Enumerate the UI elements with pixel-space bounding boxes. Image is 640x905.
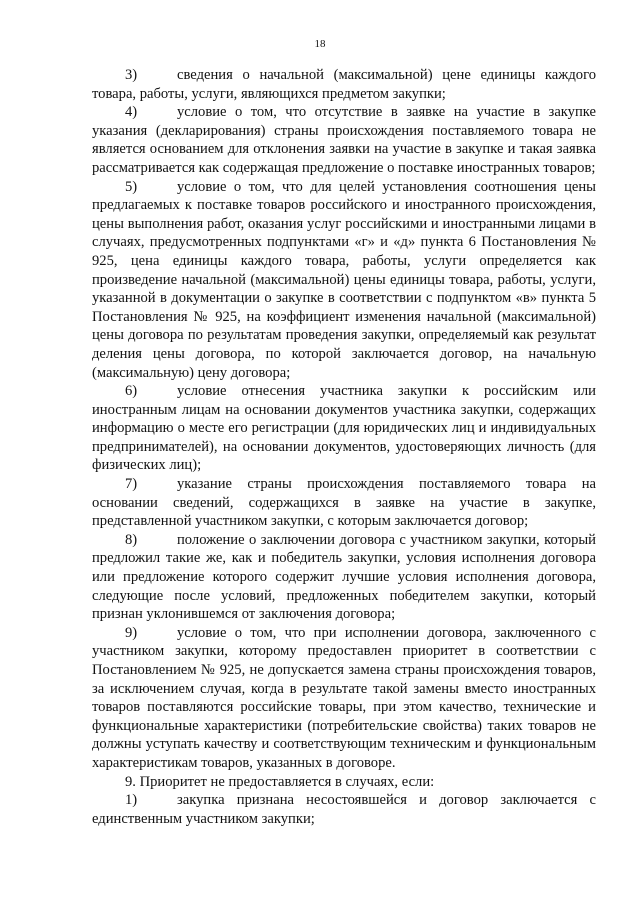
section-heading-text: 9. Приоритет не предоставляется в случаях, если: [125, 773, 435, 790]
list-item-text: условие отнесения участника закупки к российским или иностранным лицам на основании документов участника закупки, содержащих информацию о месте его регистрации (для юридических лиц и индивидуальных предпринимателей), на основании документов, удостоверяющих личность (для физических лиц); [92, 383, 596, 474]
document-body [92, 66, 596, 828]
list-item [92, 624, 596, 773]
section-heading [92, 773, 596, 792]
list-item [92, 791, 596, 828]
list-item-text: условие о том, что для целей установления соотношения цены предлагаемых к поставке товаров российского и иностранного происхождения, цены выполнения работ, оказания услуг российскими и иностранными лицами в случаях, предусмотренных подпунктами «г» и «д» пункта 6 Постановления № 925, цена единицы каждого товара, работы, услуги определяется как произведение начальной (максимальной) цены единицы товара, работы, услуги, указанной в документации о закупке в соответствии с подпунктом «в» пункта 5 Постановления № 925, на коэффициент изменения начальной (максимальной) цены договора по результатам проведения закупки, определяемый как результат деления цены договора, по которой заключается договор, на начальную (максимальную) цену договора; [92, 178, 596, 381]
list-item [92, 103, 596, 177]
list-item-number: 1) [125, 792, 138, 809]
list-item-text: условие о том, что отсутствие в заявке на участие в закупке указания (декларирования) страны происхождения поставляемого товара не является основанием для отклонения заявки на участие в закупке и такая заявка рассматривается как содержащая предложение о поставке иностранных товаров; [92, 104, 596, 176]
list-item-number: 5) [125, 178, 138, 195]
list-item-number: 7) [125, 476, 138, 493]
list-item-number: 3) [125, 67, 138, 83]
list-item-text: положение о заключении договора с участником закупки, который предложил такие же, как и победитель закупки, условия исполнения договора или предложение которого содержит лучшие условия исполнения договора, следующие после условий, предложенных победителем закупки, который признан уклонившемся от заключения договора; [92, 531, 596, 623]
list-item-number: 4) [125, 104, 138, 121]
list-item-text: закупка признана несостоявшейся и договор заключается с единственным участником закупки; [92, 792, 596, 827]
list-item [92, 531, 596, 624]
list-item-text: указание страны происхождения поставляемого товара на основании сведений, содержащихся в заявке на участие в закупке, представленной участником закупки, с которым заключается договор; [92, 476, 596, 530]
list-item-number: 9) [125, 624, 138, 641]
list-item-number: 8) [125, 531, 138, 548]
list-item-number: 6) [125, 383, 138, 400]
list-item [92, 66, 596, 103]
list-item-text: условие о том, что при исполнении договора, заключенного с участником закупки, которому предоставлен приоритет в соответствии с Постановлением № 925, не допускается замена страны происхождения товаров, за исключением случая, когда в результате такой замены вместо иностранных товаров поставляются российские товары, при этом качество, технические и функциональные характеристики (потребительские свойства) таких товаров не должны уступать качеству и соответствующим техническим и функциональным характеристикам товаров, указанных в договоре. [92, 624, 596, 771]
list-item [92, 382, 596, 475]
list-item-text: сведения о начальной (максимальной) цене единицы каждого товара, работы, услуги, являющихся предметом закупки; [92, 67, 596, 102]
page-number: 18 [314, 38, 326, 50]
list-item [92, 178, 596, 383]
list-item [92, 475, 596, 531]
